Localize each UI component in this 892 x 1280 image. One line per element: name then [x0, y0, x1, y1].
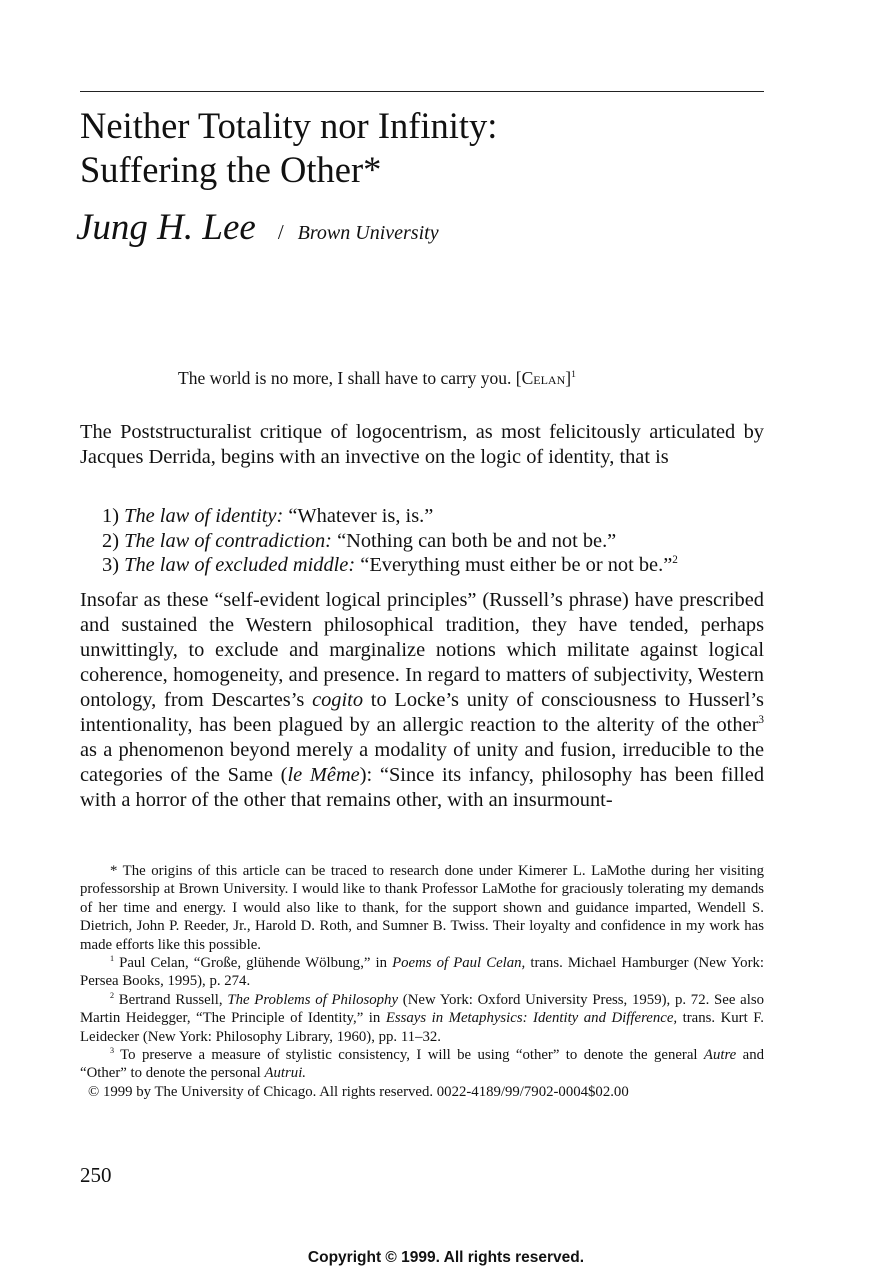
footnote-ref-3: 3 — [758, 714, 764, 727]
term-autrui: Autrui. — [264, 1065, 306, 1082]
article-title — [80, 104, 770, 192]
header-rule — [80, 91, 764, 92]
cited-title: The Problems of Philosophy — [227, 991, 399, 1008]
journal-copyright — [80, 1083, 764, 1101]
epigraph-close: ] — [565, 368, 572, 388]
footnote-text: Bertrand Russell, — [114, 991, 228, 1008]
footnote-ref-2: 2 — [672, 554, 678, 567]
page-number: 250 — [80, 1163, 112, 1187]
epigraph — [178, 368, 576, 389]
law-statement: “Everything must either be or not be.” — [360, 554, 673, 576]
law-name: The law of excluded middle: — [124, 554, 356, 576]
law-item — [102, 529, 678, 554]
body-text-part: as a phenomenon beyond merely a modality of unity and fusion, irreducible to the categories of the Same ( — [80, 739, 764, 786]
law-number: 3) — [102, 554, 119, 576]
law-statement: “Whatever is, is.” — [288, 505, 434, 527]
author-affiliation: Brown University — [297, 222, 439, 244]
footnote-star — [80, 862, 764, 954]
footnote-text: trans. Michael Hamburger (New York: Persea Books, 1995), p. 274. — [80, 955, 765, 990]
footnote-number: 1 — [110, 954, 115, 964]
law-statement: “Nothing can both be and not be.” — [337, 529, 617, 552]
cited-title: Essays in Metaphysics: Identity and Difference, — [385, 1010, 678, 1027]
law-number: 2) — [102, 529, 119, 552]
title-line-2: Suffering the Other* — [80, 149, 382, 190]
footnote-3 — [80, 1046, 764, 1083]
law-name: The law of identity: — [124, 505, 284, 527]
law-item — [102, 504, 678, 529]
epigraph-text: The world is no more, I shall have to carry you. [ — [178, 368, 522, 388]
copyright-text: © 1999 by The University of Chicago. All rights reserved. 0022-4189/99/7902-0004$02.00 — [88, 1083, 629, 1100]
footnote-text: Paul Celan, “Große, glühende Wölbung,” in — [114, 955, 393, 972]
body-paragraph — [80, 588, 764, 813]
footnote-text: To preserve a measure of stylistic consistency, I will be using “other” to denote the general — [114, 1047, 704, 1064]
footnote-1 — [80, 954, 764, 991]
intro-paragraph — [80, 420, 764, 470]
term-le-meme: le Même — [287, 764, 360, 786]
body-text-part: to Locke’s unity of consciousness to Husserl’s intentionality, has been plagued by an allergic reaction to the alterity of the other — [80, 689, 764, 736]
footnote-number: 3 — [110, 1046, 115, 1056]
epigraph-attribution: Celan — [521, 368, 566, 388]
footnote-ref-1: 1 — [571, 369, 576, 381]
laws-of-thought-list — [102, 504, 678, 578]
body-text-part: ): “Since its infancy, philosophy has been filled with a horror of the other that remains other, with an insurmount- — [80, 764, 765, 811]
footnote-2 — [80, 991, 764, 1046]
law-name: The law of contradiction: — [124, 529, 332, 552]
byline-separator: / — [277, 220, 284, 244]
term-autre: Autre — [703, 1047, 737, 1064]
footnote-text: trans. Kurt F. Leidecker (New York: Philosophy Library, 1960), pp. 11–32. — [80, 1010, 764, 1045]
intro-text: The Poststructuralist critique of logocentrism, as most felicitously articulated by Jacques Derrida, begins with an invective on the logic of identity, that is — [80, 421, 764, 468]
title-line-1: Neither Totality nor Infinity: — [80, 105, 498, 146]
author-name: Jung H. Lee — [76, 207, 256, 248]
law-item — [102, 553, 678, 578]
footnote-text: and “Other” to denote the personal — [80, 1047, 764, 1082]
cited-title: Poems of Paul Celan, — [392, 955, 526, 972]
byline — [76, 206, 439, 249]
site-copyright: Copyright © 1999. All rights reserved. — [307, 1249, 585, 1266]
body-text-part: Insofar as these “self-evident logical principles” (Russell’s phrase) have prescribed and sustained the Western philosophical tradition, they have tended, perhaps unwittingly, to exclude and marginalize notions which militate against logical coherence, homogeneity, and presence. In regard to matters of subjectivity, Western ontology, from Descartes’s — [80, 589, 764, 711]
footnotes — [80, 862, 764, 1101]
term-cogito: cogito — [312, 689, 364, 711]
footnote-text: * The origins of this article can be traced to research done under Kimerer L. LaMothe during her visiting professorship at Brown University. I would like to thank Professor LaMothe for graciously tolerating my demands of her time and energy. I would also like to thank, for the support shown and guidance imparted, Wendell S. Dietrich, John P. Reeder, Jr., Harold D. Roth, and Sumner B. Twiss. Their loyalty and confidence in my work has made efforts like this possible. — [80, 863, 764, 953]
law-number: 1) — [102, 505, 119, 527]
footnote-text: (New York: Oxford University Press, 1959), p. 72. See also Martin Heidegger, “The Principle of Identity,” in — [80, 991, 764, 1027]
footnote-number: 2 — [110, 990, 115, 1000]
